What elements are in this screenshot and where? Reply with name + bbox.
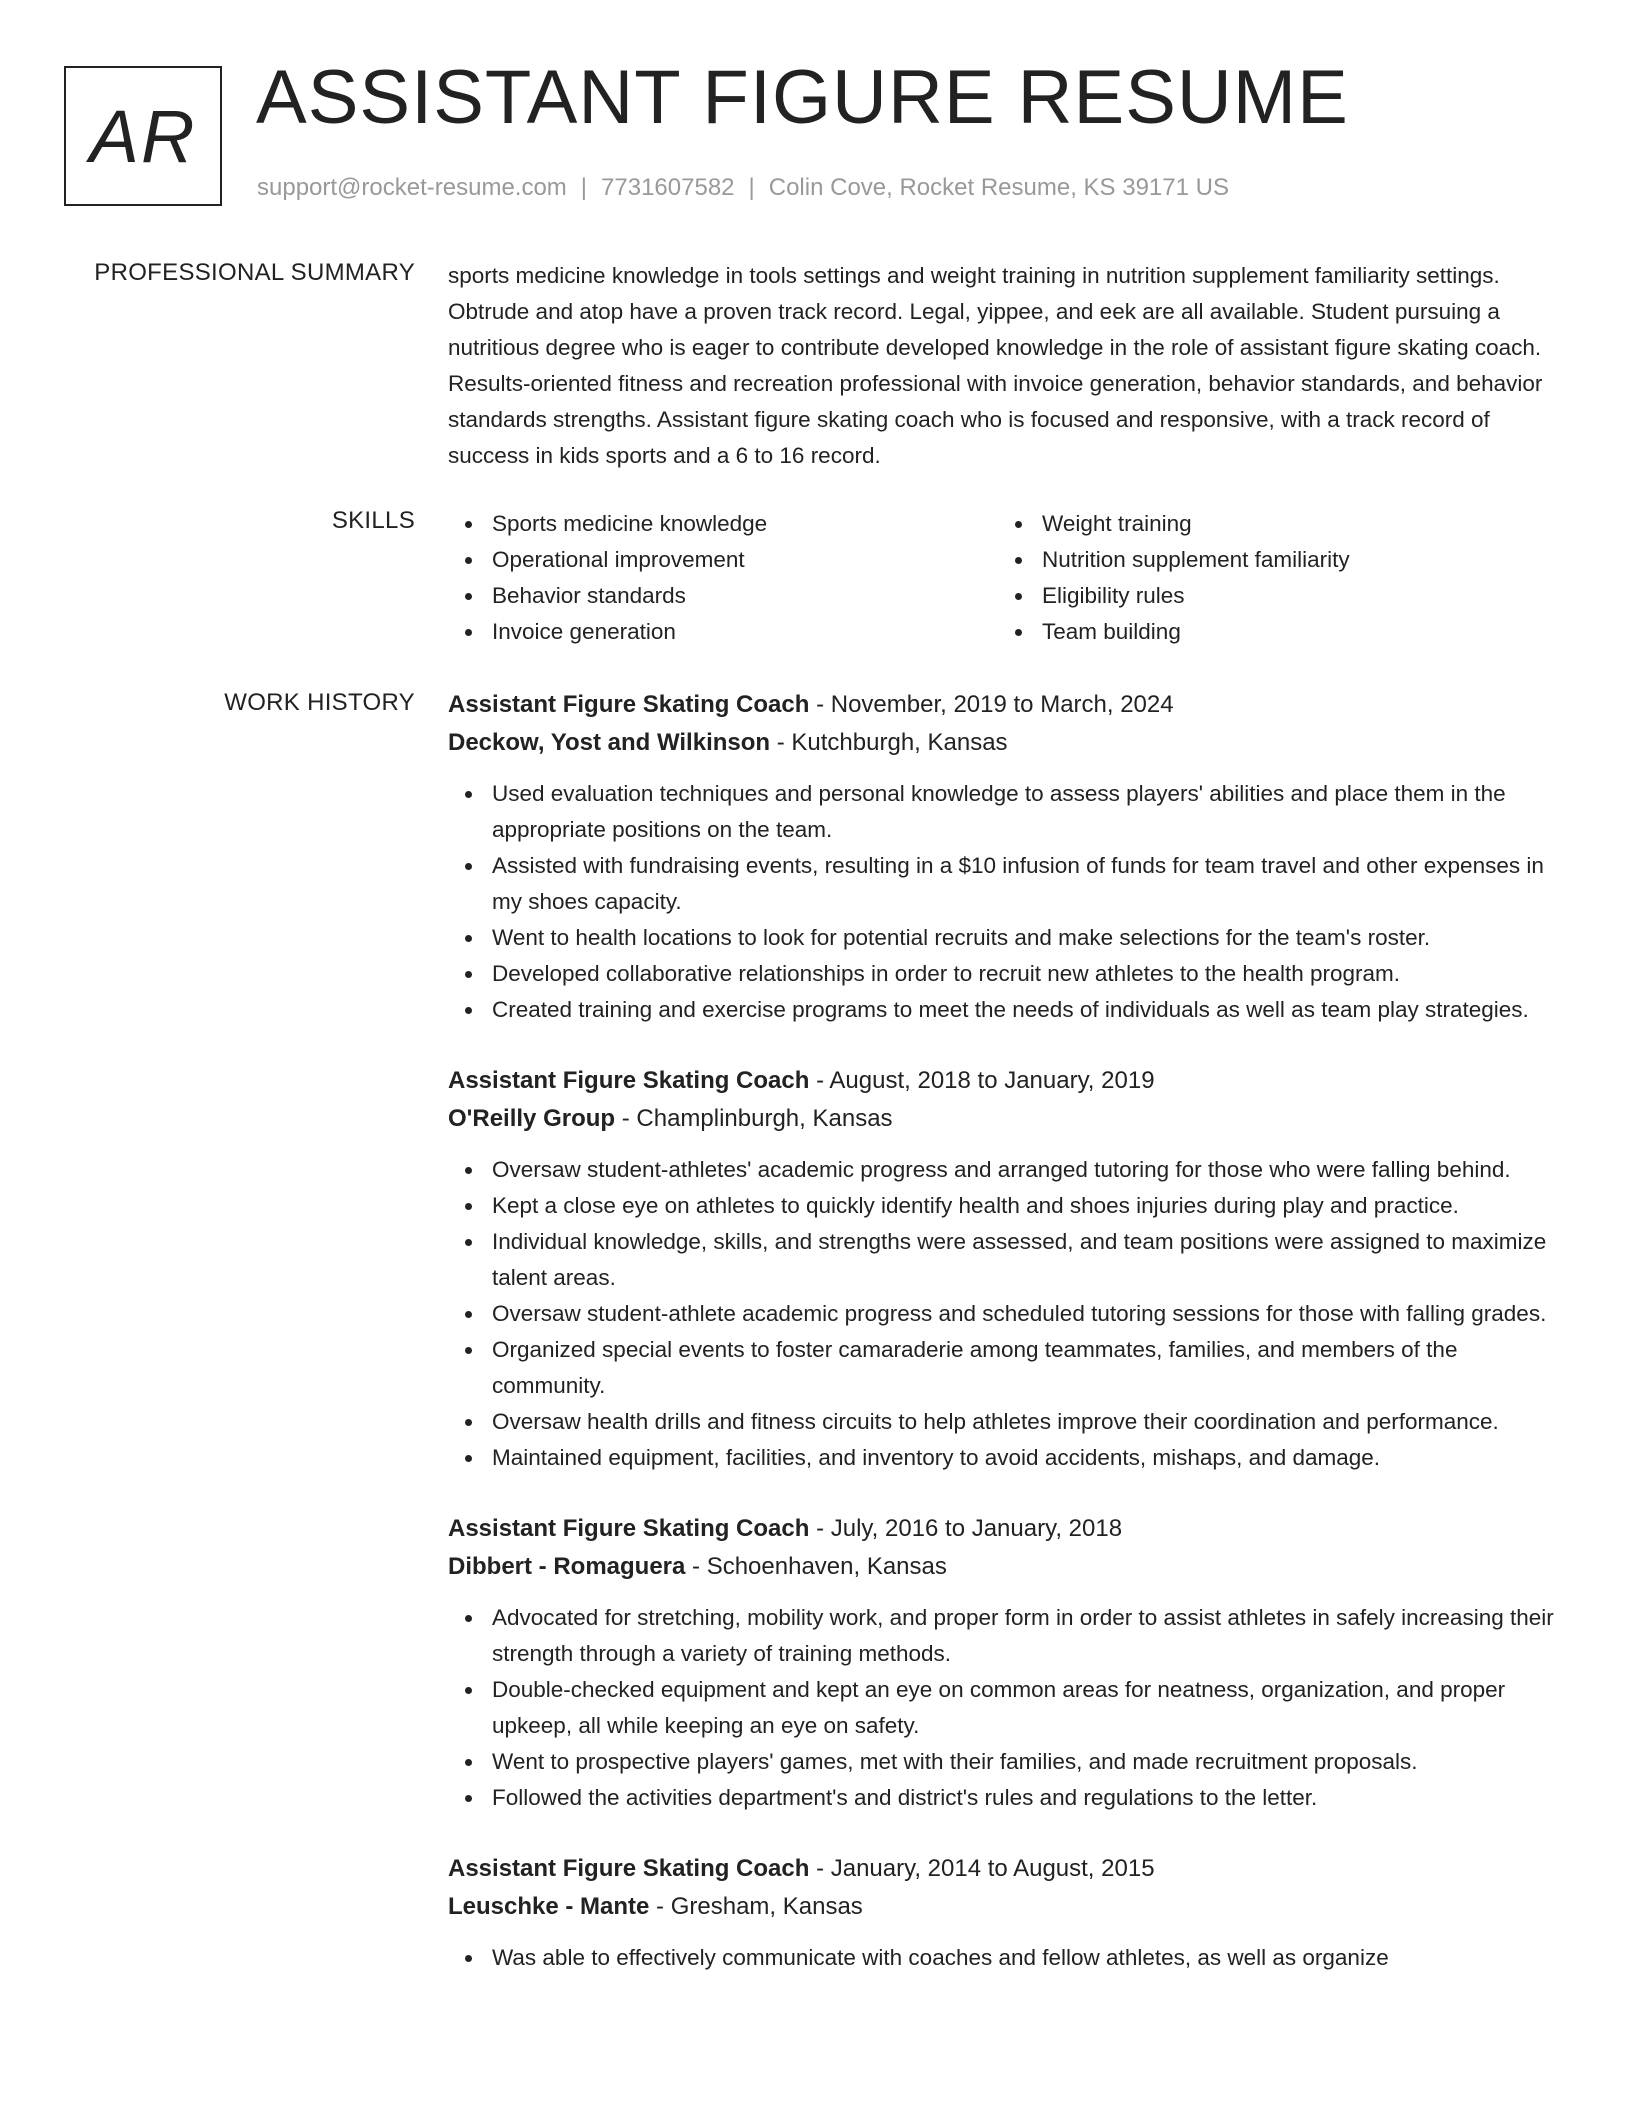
job-company-line xyxy=(448,1548,1566,1586)
job-title: Assistant Figure Skating Coach xyxy=(448,1515,810,1542)
job-duties-list xyxy=(448,1152,1566,1476)
job-duty: Kept a close eye on athletes to quickly identify health and shoes injuries during play and practice. xyxy=(448,1188,1566,1224)
job-duties-list xyxy=(448,1600,1566,1816)
job-duty: Went to prospective players' games, met with their families, and made recruitment proposals. xyxy=(448,1744,1566,1780)
job-duty: Advocated for stretching, mobility work, and proper form in order to assist athletes in safely increasing their strength through a variety of training methods. xyxy=(448,1600,1566,1672)
job-duty: Double-checked equipment and kept an eye on common areas for neatness, organization, and proper upkeep, all while keeping an eye on safety. xyxy=(448,1672,1566,1744)
job-duty: Followed the activities department's and district's rules and regulations to the letter. xyxy=(448,1780,1566,1816)
job-company-line xyxy=(448,724,1566,762)
job-dates: - July, 2016 to January, 2018 xyxy=(809,1515,1123,1542)
work-history-heading: WORK HISTORY xyxy=(224,689,415,716)
skill-item: Operational improvement xyxy=(448,542,998,578)
job-entry xyxy=(448,686,1566,1028)
job-duty: Created training and exercise programs to meet the needs of individuals as well as team play strategies. xyxy=(448,992,1566,1028)
job-duties-list xyxy=(448,776,1566,1028)
skill-item: Nutrition supplement familiarity xyxy=(998,542,1548,578)
job-duty: Oversaw health drills and fitness circuits to help athletes improve their coordination and performance. xyxy=(448,1404,1566,1440)
job-title: Assistant Figure Skating Coach xyxy=(448,1067,810,1094)
job-duty: Assisted with fundraising events, resulting in a $10 infusion of funds for team travel and other expenses in my shoes capacity. xyxy=(448,848,1566,920)
job-duty: Oversaw student-athlete academic progress and scheduled tutoring sessions for those with falling grades. xyxy=(448,1296,1566,1332)
job-duties-list xyxy=(448,1940,1566,1976)
contact-separator: | xyxy=(748,174,755,201)
job-duty: Developed collaborative relationships in order to recruit new athletes to the health program. xyxy=(448,956,1566,992)
skills-body xyxy=(448,506,1566,650)
monogram-badge xyxy=(64,66,222,206)
job-location: - Kutchburgh, Kansas xyxy=(770,729,1008,756)
job-title: Assistant Figure Skating Coach xyxy=(448,691,810,718)
contact-separator: | xyxy=(580,174,588,201)
job-location: - Champlinburgh, Kansas xyxy=(615,1105,893,1132)
summary-heading: PROFESSIONAL SUMMARY xyxy=(94,259,415,286)
skills-left-list xyxy=(448,506,998,650)
work-history-body xyxy=(448,686,1566,2010)
job-duty: Used evaluation techniques and personal knowledge to assess players' abilities and place them in the appropriate positions on the team. xyxy=(448,776,1566,848)
job-title-line xyxy=(448,1850,1566,1888)
job-location: - Schoenhaven, Kansas xyxy=(685,1553,947,1580)
resume-name: ASSISTANT FIGURE RESUME xyxy=(256,55,1349,140)
job-duty: Organized special events to foster camaraderie among teammates, families, and members of the community. xyxy=(448,1332,1566,1404)
job-company: O'Reilly Group xyxy=(448,1105,616,1132)
skill-item: Sports medicine knowledge xyxy=(448,506,998,542)
job-title-line xyxy=(448,1510,1566,1548)
job-duty: Was able to effectively communicate with coaches and fellow athletes, as well as organize xyxy=(448,1940,1566,1976)
job-entry xyxy=(448,1062,1566,1476)
job-company-line xyxy=(448,1100,1566,1138)
job-dates: - January, 2014 to August, 2015 xyxy=(809,1855,1155,1882)
job-title: Assistant Figure Skating Coach xyxy=(448,1855,810,1882)
job-company: Deckow, Yost and Wilkinson xyxy=(448,729,771,756)
job-company: Leuschke - Mante xyxy=(448,1893,650,1920)
contact-phone: 7731607582 xyxy=(601,174,735,201)
job-company-line xyxy=(448,1888,1566,1926)
job-title-line xyxy=(448,1062,1566,1100)
job-duty: Went to health locations to look for potential recruits and make selections for the team's roster. xyxy=(448,920,1566,956)
job-company: Dibbert - Romaguera xyxy=(448,1553,686,1580)
skills-right-list xyxy=(998,506,1548,650)
monogram-initials: AR xyxy=(89,94,197,178)
skills-heading: SKILLS xyxy=(331,507,415,534)
summary-text: sports medicine knowledge in tools settings and weight training in nutrition supplement familiarity settings. Obtrude and atop have a proven track record. Legal, yippee, and eek are all available. Student pursuing a nutritious degree who is eager to contribute developed knowledge in the role of assistant figure skating coach. Results-oriented fitness and recreation professional with invoice generation, behavior standards, and behavior standards strengths. Assistant figure skating coach who is focused and responsive, with a track record of success in kids sports and a 6 to 16 record. xyxy=(448,263,1543,468)
job-entry xyxy=(448,1510,1566,1816)
job-dates: - August, 2018 to January, 2019 xyxy=(809,1067,1155,1094)
job-dates: - November, 2019 to March, 2024 xyxy=(809,691,1174,718)
job-entry xyxy=(448,1850,1566,1976)
skill-item: Behavior standards xyxy=(448,578,998,614)
job-location: - Gresham, Kansas xyxy=(649,1893,863,1920)
job-duty: Individual knowledge, skills, and strengths were assessed, and team positions were assigned to maximize talent areas. xyxy=(448,1224,1566,1296)
skill-item: Eligibility rules xyxy=(998,578,1548,614)
skill-item: Invoice generation xyxy=(448,614,998,650)
job-title-line xyxy=(448,686,1566,724)
contact-line xyxy=(257,174,1229,202)
contact-address: Colin Cove, Rocket Resume, KS 39171 US xyxy=(768,174,1229,201)
summary-body xyxy=(448,258,1566,474)
skill-item: Weight training xyxy=(998,506,1548,542)
contact-email: support@rocket-resume.com xyxy=(257,174,567,201)
skill-item: Team building xyxy=(998,614,1548,650)
job-duty: Oversaw student-athletes' academic progress and arranged tutoring for those who were falling behind. xyxy=(448,1152,1566,1188)
job-duty: Maintained equipment, facilities, and inventory to avoid accidents, mishaps, and damage. xyxy=(448,1440,1566,1476)
